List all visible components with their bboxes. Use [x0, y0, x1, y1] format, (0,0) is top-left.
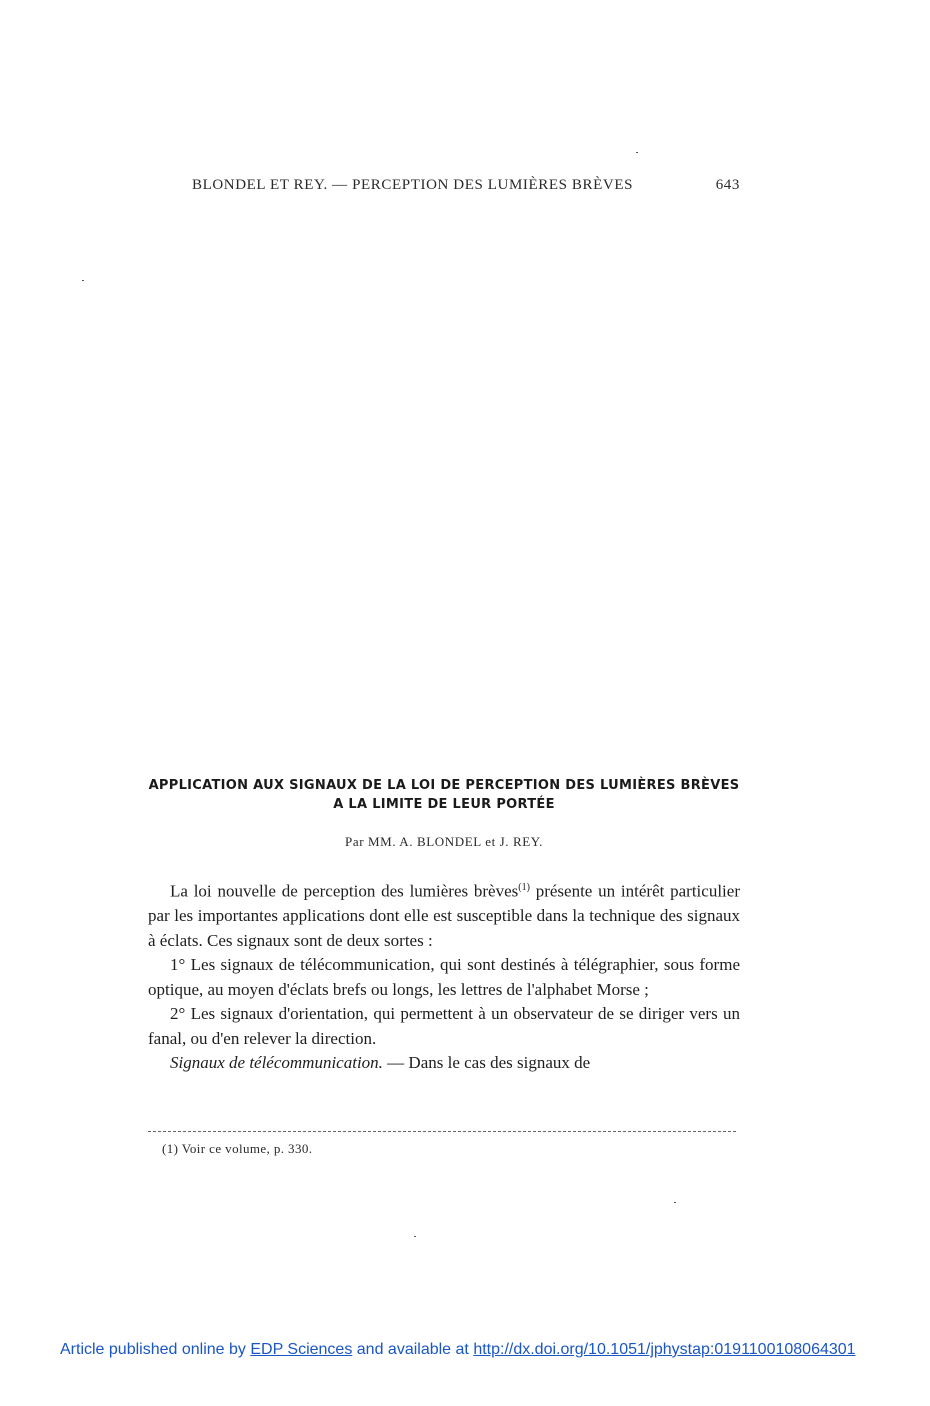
doi-link[interactable]: http://dx.doi.org/10.1051/jphystap:0191100108064301 [473, 1341, 856, 1358]
publisher-link[interactable]: EDP Sciences [250, 1341, 353, 1358]
paragraph-4 [148, 1051, 740, 1076]
paragraph-1-text-a: La loi nouvelle de perception des lumières brèves [170, 881, 519, 901]
scan-speck [674, 1202, 676, 1203]
scan-speck [414, 1236, 416, 1237]
paragraph-1-text-b: présente un intérêt particulier par les importantes applications dont elle est susceptible dans la technique des signaux à éclats. Ces signaux sont de deux sortes : [148, 881, 740, 950]
page-number: 643 [715, 177, 740, 193]
footnote: (1) Voir ce volume, p. 330. [162, 1141, 313, 1156]
running-header [192, 177, 740, 194]
section-heading-inline: Signaux de télécommunication. [170, 1053, 383, 1073]
footnote-reference: (1) [518, 882, 530, 893]
footnote-divider [148, 1131, 736, 1133]
scan-speck [82, 280, 84, 281]
publisher-notice-prefix: Article published online by [60, 1341, 251, 1358]
article-title-line-1: APPLICATION AUX SIGNAUX DE LA LOI DE PERCEPTION DES LUMIÈRES BRÈVES [148, 778, 740, 793]
scan-speck [636, 152, 638, 153]
paragraph-2: 1° Les signaux de télécommunication, qui sont destinés à télégraphier, sous forme optique, au moyen d'éclats brefs ou longs, les lettres de l'alphabet Morse ; [148, 955, 740, 999]
byline: Par MM. A. BLONDEL et J. REY. [345, 834, 543, 849]
article-title [140, 776, 748, 814]
article-title-line-2: A LA LIMITE DE LEUR PORTÉE [333, 797, 555, 812]
article-body [148, 876, 740, 1076]
paragraph-1 [148, 876, 740, 953]
paragraph-4-text: — Dans le cas des signaux de [382, 1053, 591, 1073]
publisher-notice [60, 1341, 856, 1359]
running-title: BLONDEL ET REY. — PERCEPTION DES LUMIÈRES BRÈVES [192, 177, 634, 193]
paragraph-3: 2° Les signaux d'orientation, qui permettent à un observateur de se diriger vers un fanal, ou d'en relever la direction. [148, 1004, 740, 1048]
publisher-notice-middle: and available at [352, 1341, 474, 1358]
